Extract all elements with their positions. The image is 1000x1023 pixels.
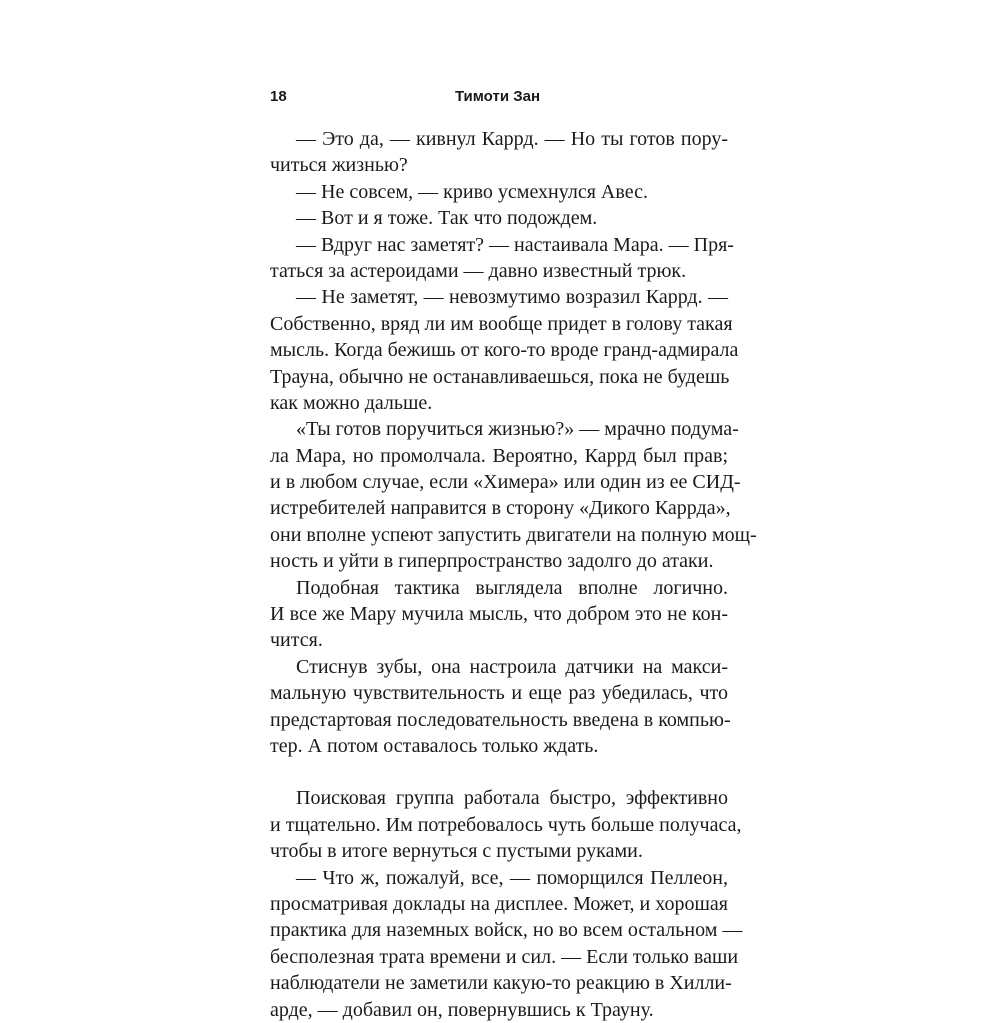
- text-line: Трауна, обычно не останавливаешься, пока не будешь: [270, 365, 730, 388]
- text-line: истребителей направится в сторону «Дикого Каррда»,: [270, 497, 731, 520]
- paragraph: [270, 232, 734, 285]
- paragraph: [270, 785, 742, 864]
- paragraph: [270, 205, 728, 231]
- text-line: мысль. Когда бежишь от кого-то вроде гранд-адмирала: [270, 339, 739, 362]
- text-line: — Вот и я тоже. Так что подождем.: [296, 207, 598, 230]
- text-line: Стиснув зубы, она настроила датчики на макси-: [296, 655, 728, 678]
- text-line: Собственно, вряд ли им вообще придет в голову такая: [270, 312, 733, 335]
- running-title: Тимоти Зан: [454, 88, 541, 105]
- paragraph: [270, 126, 728, 179]
- text-line: просматривая доклады на дисплее. Может, и хорошая: [270, 892, 728, 915]
- text-line: И все же Мару мучила мысль, что добром это не кон-: [270, 603, 728, 626]
- text-line: тер. А потом оставалось только ждать.: [270, 734, 599, 757]
- page-number: 18: [270, 88, 287, 105]
- text-line: чится.: [270, 629, 323, 652]
- text-line: бесполезная трата времени и сил. — Если только ваши: [270, 945, 739, 968]
- text-line: чтобы в итоге вернуться с пустыми руками.: [270, 840, 643, 863]
- text-line: Подобная тактика выглядела вполне логично.: [296, 576, 728, 599]
- text-line: и тщательно. Им потребовалось чуть больше получаса,: [270, 813, 742, 836]
- text-line: — Не заметят, — невозмутимо возразил Каррд. —: [296, 286, 728, 309]
- body-text: [270, 126, 757, 1023]
- text-line: Поисковая группа работала быстро, эффективно: [296, 787, 728, 810]
- text-line: наблюдатели не заметили какую-то реакцию в Хилли-: [270, 972, 732, 995]
- text-line: ность и уйти в гиперпространство задолго до атаки.: [270, 550, 714, 573]
- text-line: арде, — добавил он, повернувшись к Трауну.: [270, 998, 654, 1021]
- text-line: таться за астероидами — давно известный трюк.: [270, 259, 687, 282]
- paragraph: [270, 416, 757, 574]
- section-break: [270, 759, 728, 785]
- text-line: — Вдруг нас заметят? — настаивала Мара. — Пря-: [296, 233, 734, 256]
- text-line: — Что ж, пожалуй, все, — поморщился Пеллеон,: [296, 866, 728, 889]
- text-line: практика для наземных войск, но во всем остальном —: [270, 919, 743, 942]
- text-line: — Не совсем, — криво усмехнулся Авес.: [296, 180, 648, 203]
- text-line: как можно дальше.: [270, 391, 433, 414]
- paragraph: [270, 865, 743, 1023]
- paragraph: [270, 654, 731, 760]
- text-line: предстартовая последовательность введена в компью-: [270, 708, 731, 731]
- running-head: [270, 86, 725, 108]
- paragraph: [270, 179, 728, 205]
- text-line: — Это да, — кивнул Каррд. — Но ты готов пору-: [296, 128, 728, 150]
- paragraph: [270, 284, 739, 416]
- text-line: и в любом случае, если «Химера» или один из ее СИД-: [270, 471, 741, 494]
- paragraph: [270, 575, 728, 654]
- text-line: читься жизнью?: [270, 154, 408, 177]
- text-line: они вполне успеют запустить двигатели на полную мощ-: [270, 523, 757, 546]
- text-line: ла Мара, но промолчала. Вероятно, Каррд был прав;: [270, 444, 728, 467]
- text-line: мальную чувствительность и еще раз убедилась, что: [270, 682, 728, 705]
- text-line: «Ты готов поручиться жизнью?» — мрачно подума-: [296, 418, 739, 441]
